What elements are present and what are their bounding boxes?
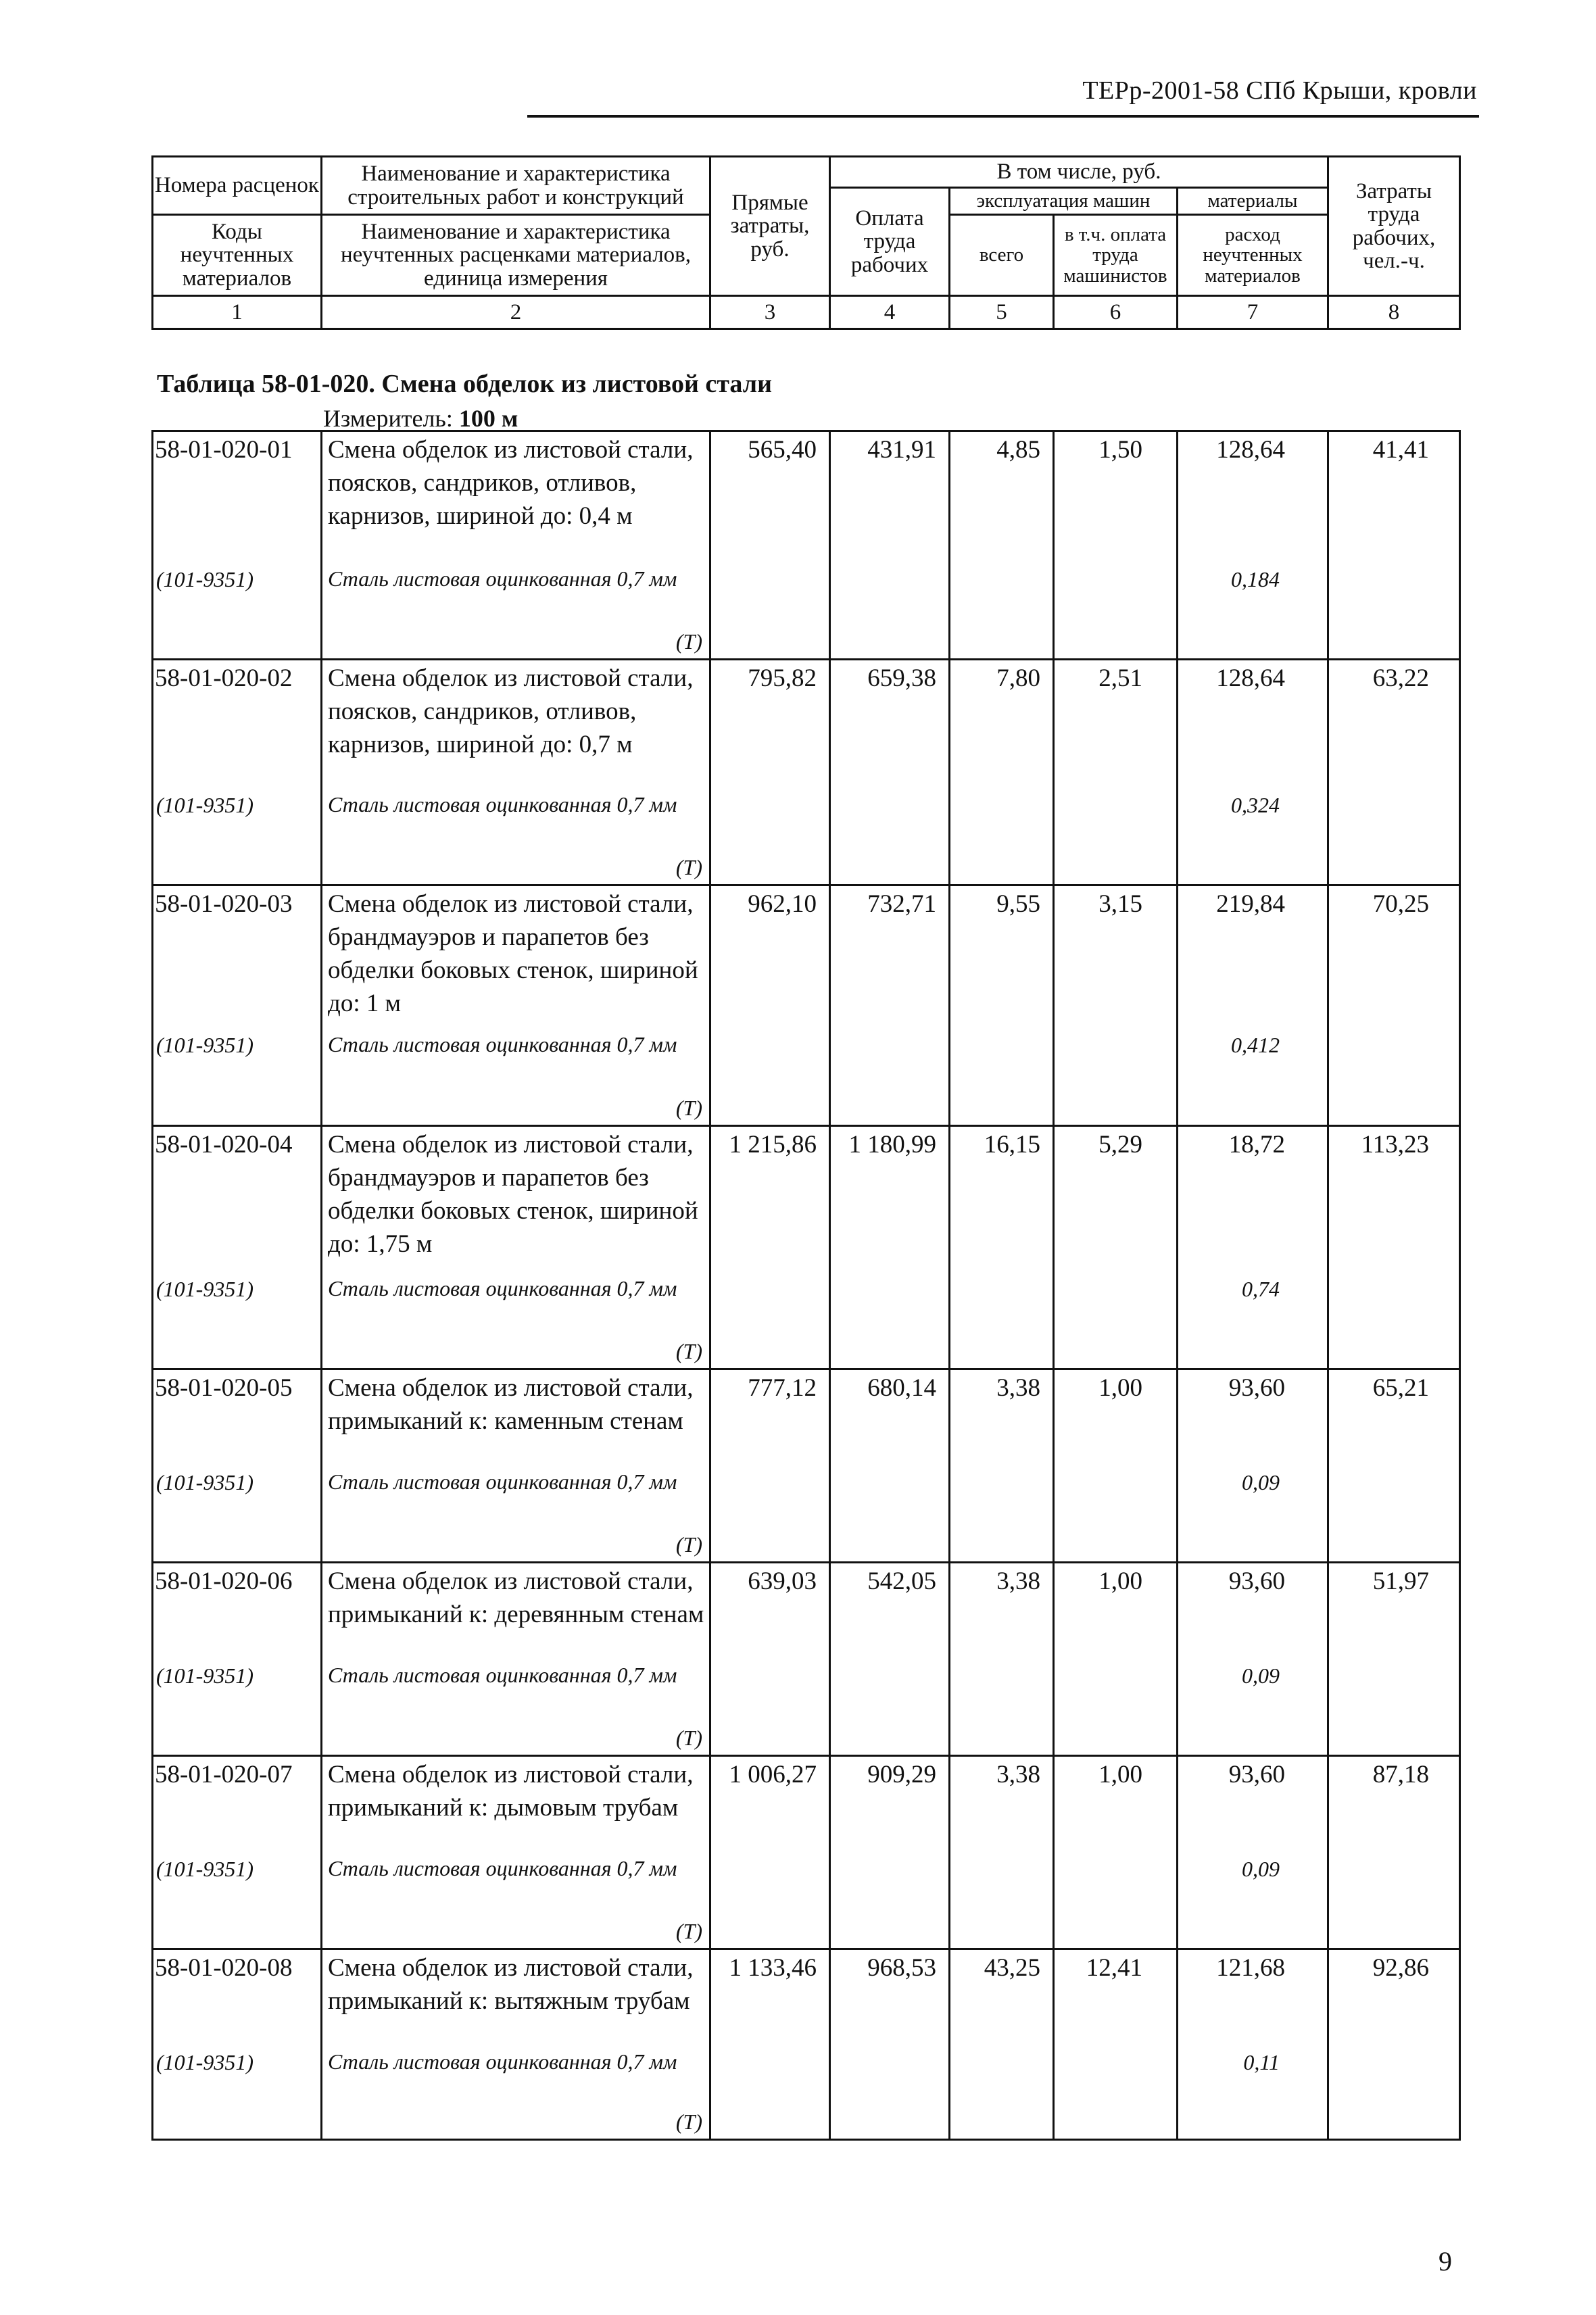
- material-code: (101-9351): [156, 793, 253, 817]
- machinist-pay: 1,00: [1054, 1756, 1178, 1949]
- materials-cost: 93,60: [1228, 1567, 1285, 1595]
- material-mark: (Т): [675, 1919, 702, 1943]
- machinist-pay: 1,00: [1054, 1563, 1178, 1756]
- labor-pay: 1 180,99: [830, 1126, 950, 1369]
- header-rule: [527, 115, 1479, 118]
- table-row: [153, 1949, 1460, 2140]
- material-quantity: 0,09: [1242, 1857, 1280, 1881]
- running-head: ТЕРр-2001-58 СПб Крыши, кровли: [1082, 76, 1477, 105]
- material-mark: (Т): [675, 1726, 702, 1750]
- materials-cell: [1178, 1369, 1328, 1563]
- material-mark: (Т): [675, 1532, 702, 1557]
- rate-code-cell: [153, 1949, 322, 2140]
- header-number: 1: [153, 296, 322, 329]
- machinist-pay: 5,29: [1054, 1126, 1178, 1369]
- work-name: Смена обделок из листовой стали, примыканий к: каменным стенам: [328, 1374, 694, 1435]
- header-number: 7: [1178, 296, 1328, 329]
- material-name: Сталь листовая оцинкованная 0,7 мм: [328, 1276, 677, 1300]
- material-quantity: 0,09: [1242, 1663, 1280, 1688]
- material-mark: (Т): [675, 855, 702, 879]
- machine-total: 7,80: [950, 660, 1054, 885]
- rate-code-cell: [153, 431, 322, 660]
- header-machines: эксплуатация машин: [950, 188, 1178, 215]
- page-number: 9: [1438, 2246, 1452, 2276]
- material-name: Сталь листовая оцинкованная 0,7 мм: [328, 1856, 677, 1880]
- header-group: В том числе, руб.: [830, 157, 1328, 188]
- work-name: Смена обделок из листовой стали, поясков, сандриков, отливов, карнизов, шириной до: 0,4 м: [328, 436, 694, 530]
- header-number: 2: [322, 296, 710, 329]
- material-quantity: 0,09: [1242, 1470, 1280, 1494]
- header-number: 8: [1328, 296, 1460, 329]
- labor-hours: 63,22: [1328, 660, 1460, 885]
- work-description-cell: [322, 1756, 710, 1949]
- header-number: 4: [830, 296, 950, 329]
- labor-hours: 41,41: [1328, 431, 1460, 660]
- machine-total: 3,38: [950, 1369, 1054, 1563]
- table-row: [153, 1756, 1460, 1949]
- table-title: Таблица 58-01-020. Смена обделок из листовой стали: [157, 370, 772, 398]
- machinist-pay: 2,51: [1054, 660, 1178, 885]
- header-col6: в т.ч. оплата труда машинистов: [1054, 215, 1178, 296]
- direct-costs: 1 215,86: [710, 1126, 830, 1369]
- header-col8: Затраты труда рабочих, чел.-ч.: [1328, 157, 1460, 296]
- work-description-cell: [322, 1126, 710, 1369]
- material-mark: (Т): [675, 2110, 702, 2134]
- labor-pay: 542,05: [830, 1563, 950, 1756]
- labor-pay: 968,53: [830, 1949, 950, 2140]
- material-quantity: 0,324: [1231, 793, 1280, 817]
- unit-line: [323, 404, 518, 433]
- rate-code: 58-01-020-04: [155, 1131, 293, 1159]
- direct-costs: 565,40: [710, 431, 830, 660]
- rate-code-cell: [153, 1756, 322, 1949]
- work-description-cell: [322, 885, 710, 1126]
- work-name: Смена обделок из листовой стали, брандмауэров и парапетов без обделки боковых стенок, шириной до: 1,75 м: [328, 1131, 698, 1258]
- machinist-pay: 3,15: [1054, 885, 1178, 1126]
- materials-cost: 121,68: [1216, 1954, 1285, 1982]
- materials-cell: [1178, 660, 1328, 885]
- labor-hours: 65,21: [1328, 1369, 1460, 1563]
- table-row: [153, 431, 1460, 660]
- direct-costs: 1 133,46: [710, 1949, 830, 2140]
- direct-costs: 962,10: [710, 885, 830, 1126]
- table-row: [153, 660, 1460, 885]
- material-quantity: 0,184: [1231, 567, 1280, 591]
- work-name: Смена обделок из листовой стали, примыканий к: дымовым трубам: [328, 1761, 694, 1822]
- machine-total: 16,15: [950, 1126, 1054, 1369]
- material-mark: (Т): [675, 629, 702, 654]
- unit-label: Измеритель:: [323, 405, 453, 432]
- materials-cell: [1178, 1563, 1328, 1756]
- rate-code: 58-01-020-07: [155, 1761, 293, 1788]
- materials-cost: 18,72: [1228, 1131, 1285, 1159]
- header-col2-bottom: Наименование и характеристика неучтенных расценками материалов, единица измерения: [322, 215, 710, 296]
- rates-table: [151, 430, 1461, 2141]
- table-row: [153, 1563, 1460, 1756]
- labor-hours: 92,86: [1328, 1949, 1460, 2140]
- rate-code: 58-01-020-03: [155, 890, 293, 918]
- header-materials: материалы: [1178, 188, 1328, 215]
- header-number: 3: [710, 296, 830, 329]
- header-col7: расход неучтенных материалов: [1178, 215, 1328, 296]
- header-col5: всего: [950, 215, 1054, 296]
- material-name: Сталь листовая оцинкованная 0,7 мм: [328, 1032, 677, 1056]
- materials-cost: 219,84: [1216, 890, 1285, 918]
- header-col2-top: Наименование и характеристика строительных работ и конструкций: [322, 157, 710, 215]
- material-name: Сталь листовая оцинкованная 0,7 мм: [328, 566, 677, 591]
- header-number: 5: [950, 296, 1054, 329]
- labor-hours: 87,18: [1328, 1756, 1460, 1949]
- work-description-cell: [322, 1369, 710, 1563]
- material-mark: (Т): [675, 1096, 702, 1120]
- work-description-cell: [322, 431, 710, 660]
- materials-cell: [1178, 1756, 1328, 1949]
- labor-hours: 70,25: [1328, 885, 1460, 1126]
- materials-cell: [1178, 1126, 1328, 1369]
- material-name: Сталь листовая оцинкованная 0,7 мм: [328, 2049, 677, 2074]
- labor-pay: 909,29: [830, 1756, 950, 1949]
- materials-cost: 128,64: [1216, 664, 1285, 692]
- header-number: 6: [1054, 296, 1178, 329]
- labor-pay: 659,38: [830, 660, 950, 885]
- work-description-cell: [322, 1563, 710, 1756]
- column-header-table: [151, 155, 1461, 330]
- material-code: (101-9351): [156, 2050, 253, 2074]
- materials-cost: 128,64: [1216, 436, 1285, 464]
- materials-cell: [1178, 885, 1328, 1126]
- machine-total: 3,38: [950, 1756, 1054, 1949]
- table-row: [153, 885, 1460, 1126]
- materials-cost: 93,60: [1228, 1374, 1285, 1402]
- header-col1-top: Номера расценок: [153, 157, 322, 215]
- material-name: Сталь листовая оцинкованная 0,7 мм: [328, 1469, 677, 1494]
- work-description-cell: [322, 1949, 710, 2140]
- table-row: [153, 1126, 1460, 1369]
- labor-pay: 680,14: [830, 1369, 950, 1563]
- rate-code-cell: [153, 1126, 322, 1369]
- header-col1-bottom: Коды неучтенных материалов: [153, 215, 322, 296]
- rate-code-cell: [153, 885, 322, 1126]
- material-quantity: 0,11: [1243, 2050, 1280, 2074]
- unit-value: 100 м: [458, 405, 518, 432]
- machine-total: 3,38: [950, 1563, 1054, 1756]
- material-code: (101-9351): [156, 1277, 253, 1301]
- material-quantity: 0,74: [1242, 1277, 1280, 1301]
- material-code: (101-9351): [156, 567, 253, 591]
- machinist-pay: 1,50: [1054, 431, 1178, 660]
- work-name: Смена обделок из листовой стали, примыканий к: деревянным стенам: [328, 1567, 704, 1628]
- direct-costs: 777,12: [710, 1369, 830, 1563]
- material-code: (101-9351): [156, 1857, 253, 1881]
- rate-code: 58-01-020-06: [155, 1567, 293, 1595]
- labor-pay: 732,71: [830, 885, 950, 1126]
- labor-hours: 51,97: [1328, 1563, 1460, 1756]
- rate-code: 58-01-020-08: [155, 1954, 293, 1982]
- material-code: (101-9351): [156, 1663, 253, 1688]
- direct-costs: 1 006,27: [710, 1756, 830, 1949]
- rate-code-cell: [153, 1369, 322, 1563]
- material-code: (101-9351): [156, 1470, 253, 1494]
- rate-code-cell: [153, 660, 322, 885]
- machine-total: 4,85: [950, 431, 1054, 660]
- machinist-pay: 12,41: [1054, 1949, 1178, 2140]
- materials-cell: [1178, 1949, 1328, 2140]
- rate-code: 58-01-020-05: [155, 1374, 293, 1402]
- work-name: Смена обделок из листовой стали, поясков, сандриков, отливов, карнизов, шириной до: 0,7 м: [328, 664, 694, 758]
- direct-costs: 639,03: [710, 1563, 830, 1756]
- rate-code: 58-01-020-01: [155, 436, 293, 464]
- labor-hours: 113,23: [1328, 1126, 1460, 1369]
- materials-cost: 93,60: [1228, 1761, 1285, 1788]
- header-col4: Оплата труда рабочих: [830, 188, 950, 296]
- header-col3: Прямые затраты, руб.: [710, 157, 830, 296]
- materials-cell: [1178, 431, 1328, 660]
- machine-total: 43,25: [950, 1949, 1054, 2140]
- rate-code-cell: [153, 1563, 322, 1756]
- labor-pay: 431,91: [830, 431, 950, 660]
- work-name: Смена обделок из листовой стали, примыканий к: вытяжным трубам: [328, 1954, 694, 2015]
- material-name: Сталь листовая оцинкованная 0,7 мм: [328, 792, 677, 817]
- work-name: Смена обделок из листовой стали, брандмауэров и парапетов без обделки боковых стенок, шириной до: 1 м: [328, 890, 698, 1017]
- material-name: Сталь листовая оцинкованная 0,7 мм: [328, 1663, 677, 1687]
- material-quantity: 0,412: [1231, 1033, 1280, 1057]
- machine-total: 9,55: [950, 885, 1054, 1126]
- machinist-pay: 1,00: [1054, 1369, 1178, 1563]
- rate-code: 58-01-020-02: [155, 664, 293, 692]
- material-mark: (Т): [675, 1339, 702, 1363]
- material-code: (101-9351): [156, 1033, 253, 1057]
- work-description-cell: [322, 660, 710, 885]
- table-row: [153, 1369, 1460, 1563]
- direct-costs: 795,82: [710, 660, 830, 885]
